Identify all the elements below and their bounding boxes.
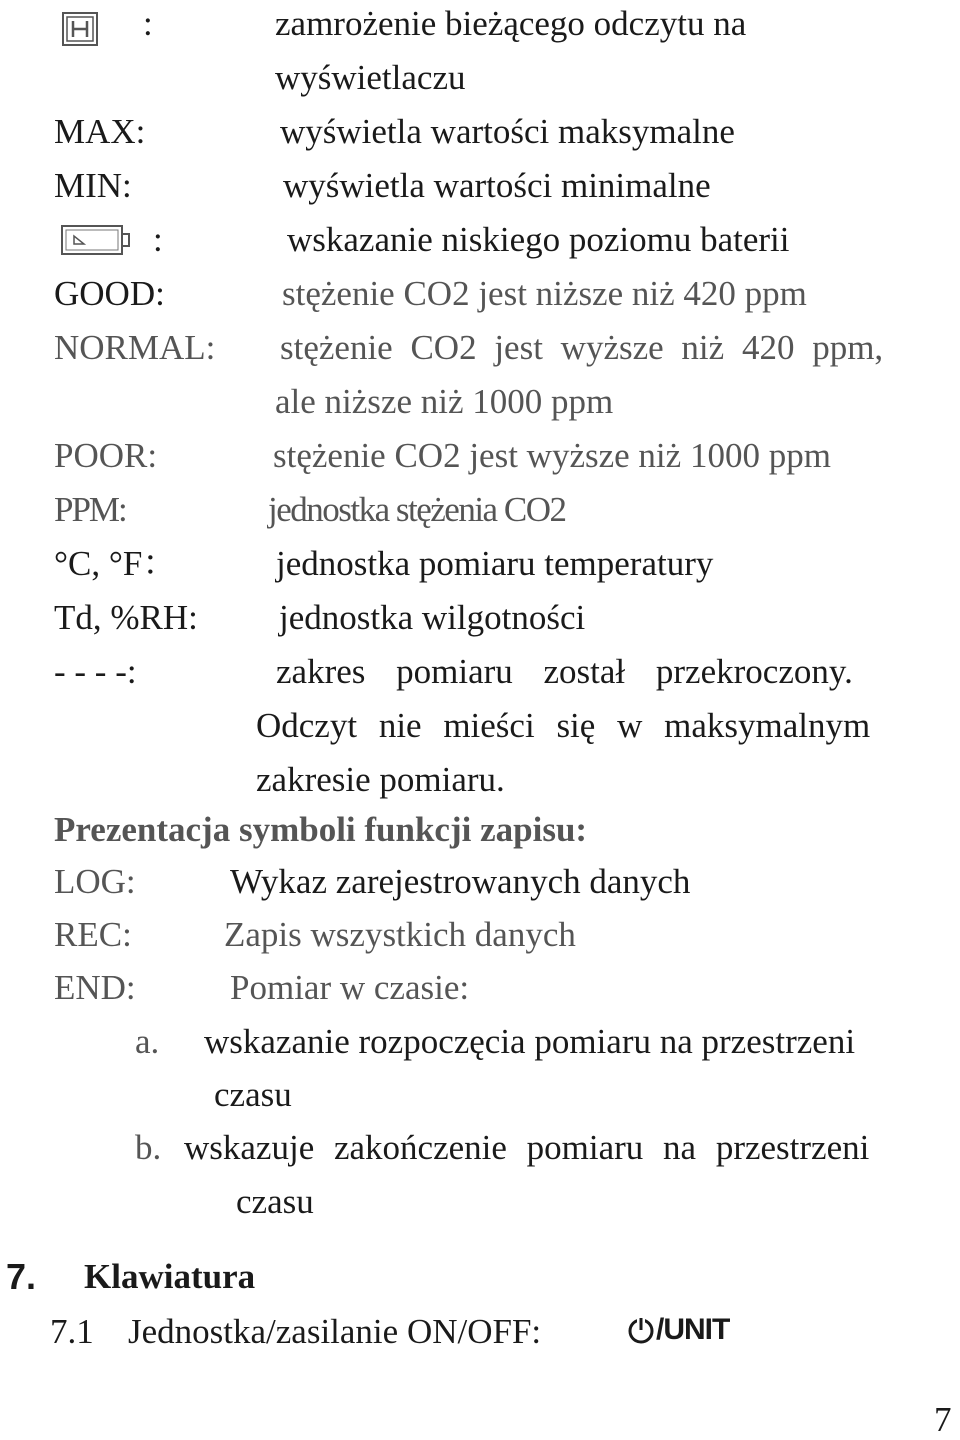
list-item: wskazanie rozpoczęcia pomiaru na przestrzeni (204, 1022, 856, 1061)
symbol-key: : (153, 220, 163, 259)
section-title: Klawiatura (84, 1257, 256, 1296)
item-text: Jednostka/zasilanie ON/OFF: (128, 1312, 542, 1351)
symbol-desc: stężenie CO2 jest wyższe niż 1000 ppm (273, 436, 831, 475)
symbol-desc: jednostka stężenia CO2 (268, 490, 566, 529)
list-item-cont: czasu (236, 1182, 314, 1221)
symbol-key: POOR: (54, 436, 158, 475)
symbol-desc: stężenie CO2 jest niższe niż 420 ppm (282, 274, 807, 313)
symbol-desc: wyświetla wartości minimalne (283, 166, 711, 205)
section-number: 7. (6, 1256, 37, 1297)
symbol-key: MAX: (54, 112, 146, 151)
section-heading: Prezentacja symboli funkcji zapisu: (54, 810, 588, 849)
symbol-desc: stężenie CO2 jest wyższe niż 420 ppm, (280, 328, 884, 367)
symbol-desc-cont: zakresie pomiaru. (256, 760, 505, 799)
list-marker: a. (135, 1022, 160, 1061)
record-desc: Zapis wszystkich danych (224, 915, 576, 954)
symbol-key: Td, %RH: (54, 598, 198, 637)
symbol-desc: zamrożenie bieżącego odczytu na (275, 4, 747, 43)
symbol-desc: wskazanie niskiego poziomu baterii (287, 220, 790, 259)
power-icon (626, 1315, 658, 1350)
record-key: END: (54, 968, 136, 1007)
list-marker: b. (135, 1128, 162, 1167)
record-key: REC: (54, 915, 132, 954)
record-desc: Pomiar w czasie: (230, 968, 470, 1007)
symbol-key: GOOD: (54, 274, 165, 313)
hold-icon (62, 12, 98, 51)
power-unit-label: /UNIT (656, 1313, 730, 1346)
symbol-key: : (143, 4, 153, 43)
symbol-key: - - - -: (54, 652, 137, 691)
page-number: 7 (934, 1400, 952, 1439)
item-number: 7.1 (50, 1312, 94, 1351)
symbol-desc: wyświetla wartości maksymalne (280, 112, 735, 151)
symbol-key: NORMAL: (54, 328, 216, 367)
symbol-key: MIN: (54, 166, 132, 205)
list-item-cont: czasu (214, 1075, 292, 1114)
list-item: wskazuje zakończenie pomiaru na przestrzeni (184, 1128, 870, 1167)
symbol-desc: jednostka pomiaru temperatury (276, 544, 714, 583)
symbol-desc: zakres pomiaru został przekroczony. (276, 652, 853, 691)
record-desc: Wykaz zarejestrowanych danych (230, 862, 691, 901)
symbol-desc: jednostka wilgotności (279, 598, 586, 637)
symbol-key: PPM: (54, 490, 126, 529)
record-key: LOG: (54, 862, 136, 901)
symbol-desc-cont: wyświetlaczu (275, 58, 466, 97)
battery-low-icon (60, 224, 132, 261)
symbol-desc-cont: Odczyt nie mieści się w maksymalnym (256, 706, 871, 745)
symbol-key: °C, °F： (54, 544, 178, 583)
symbol-desc-cont: ale niższe niż 1000 ppm (275, 382, 614, 421)
